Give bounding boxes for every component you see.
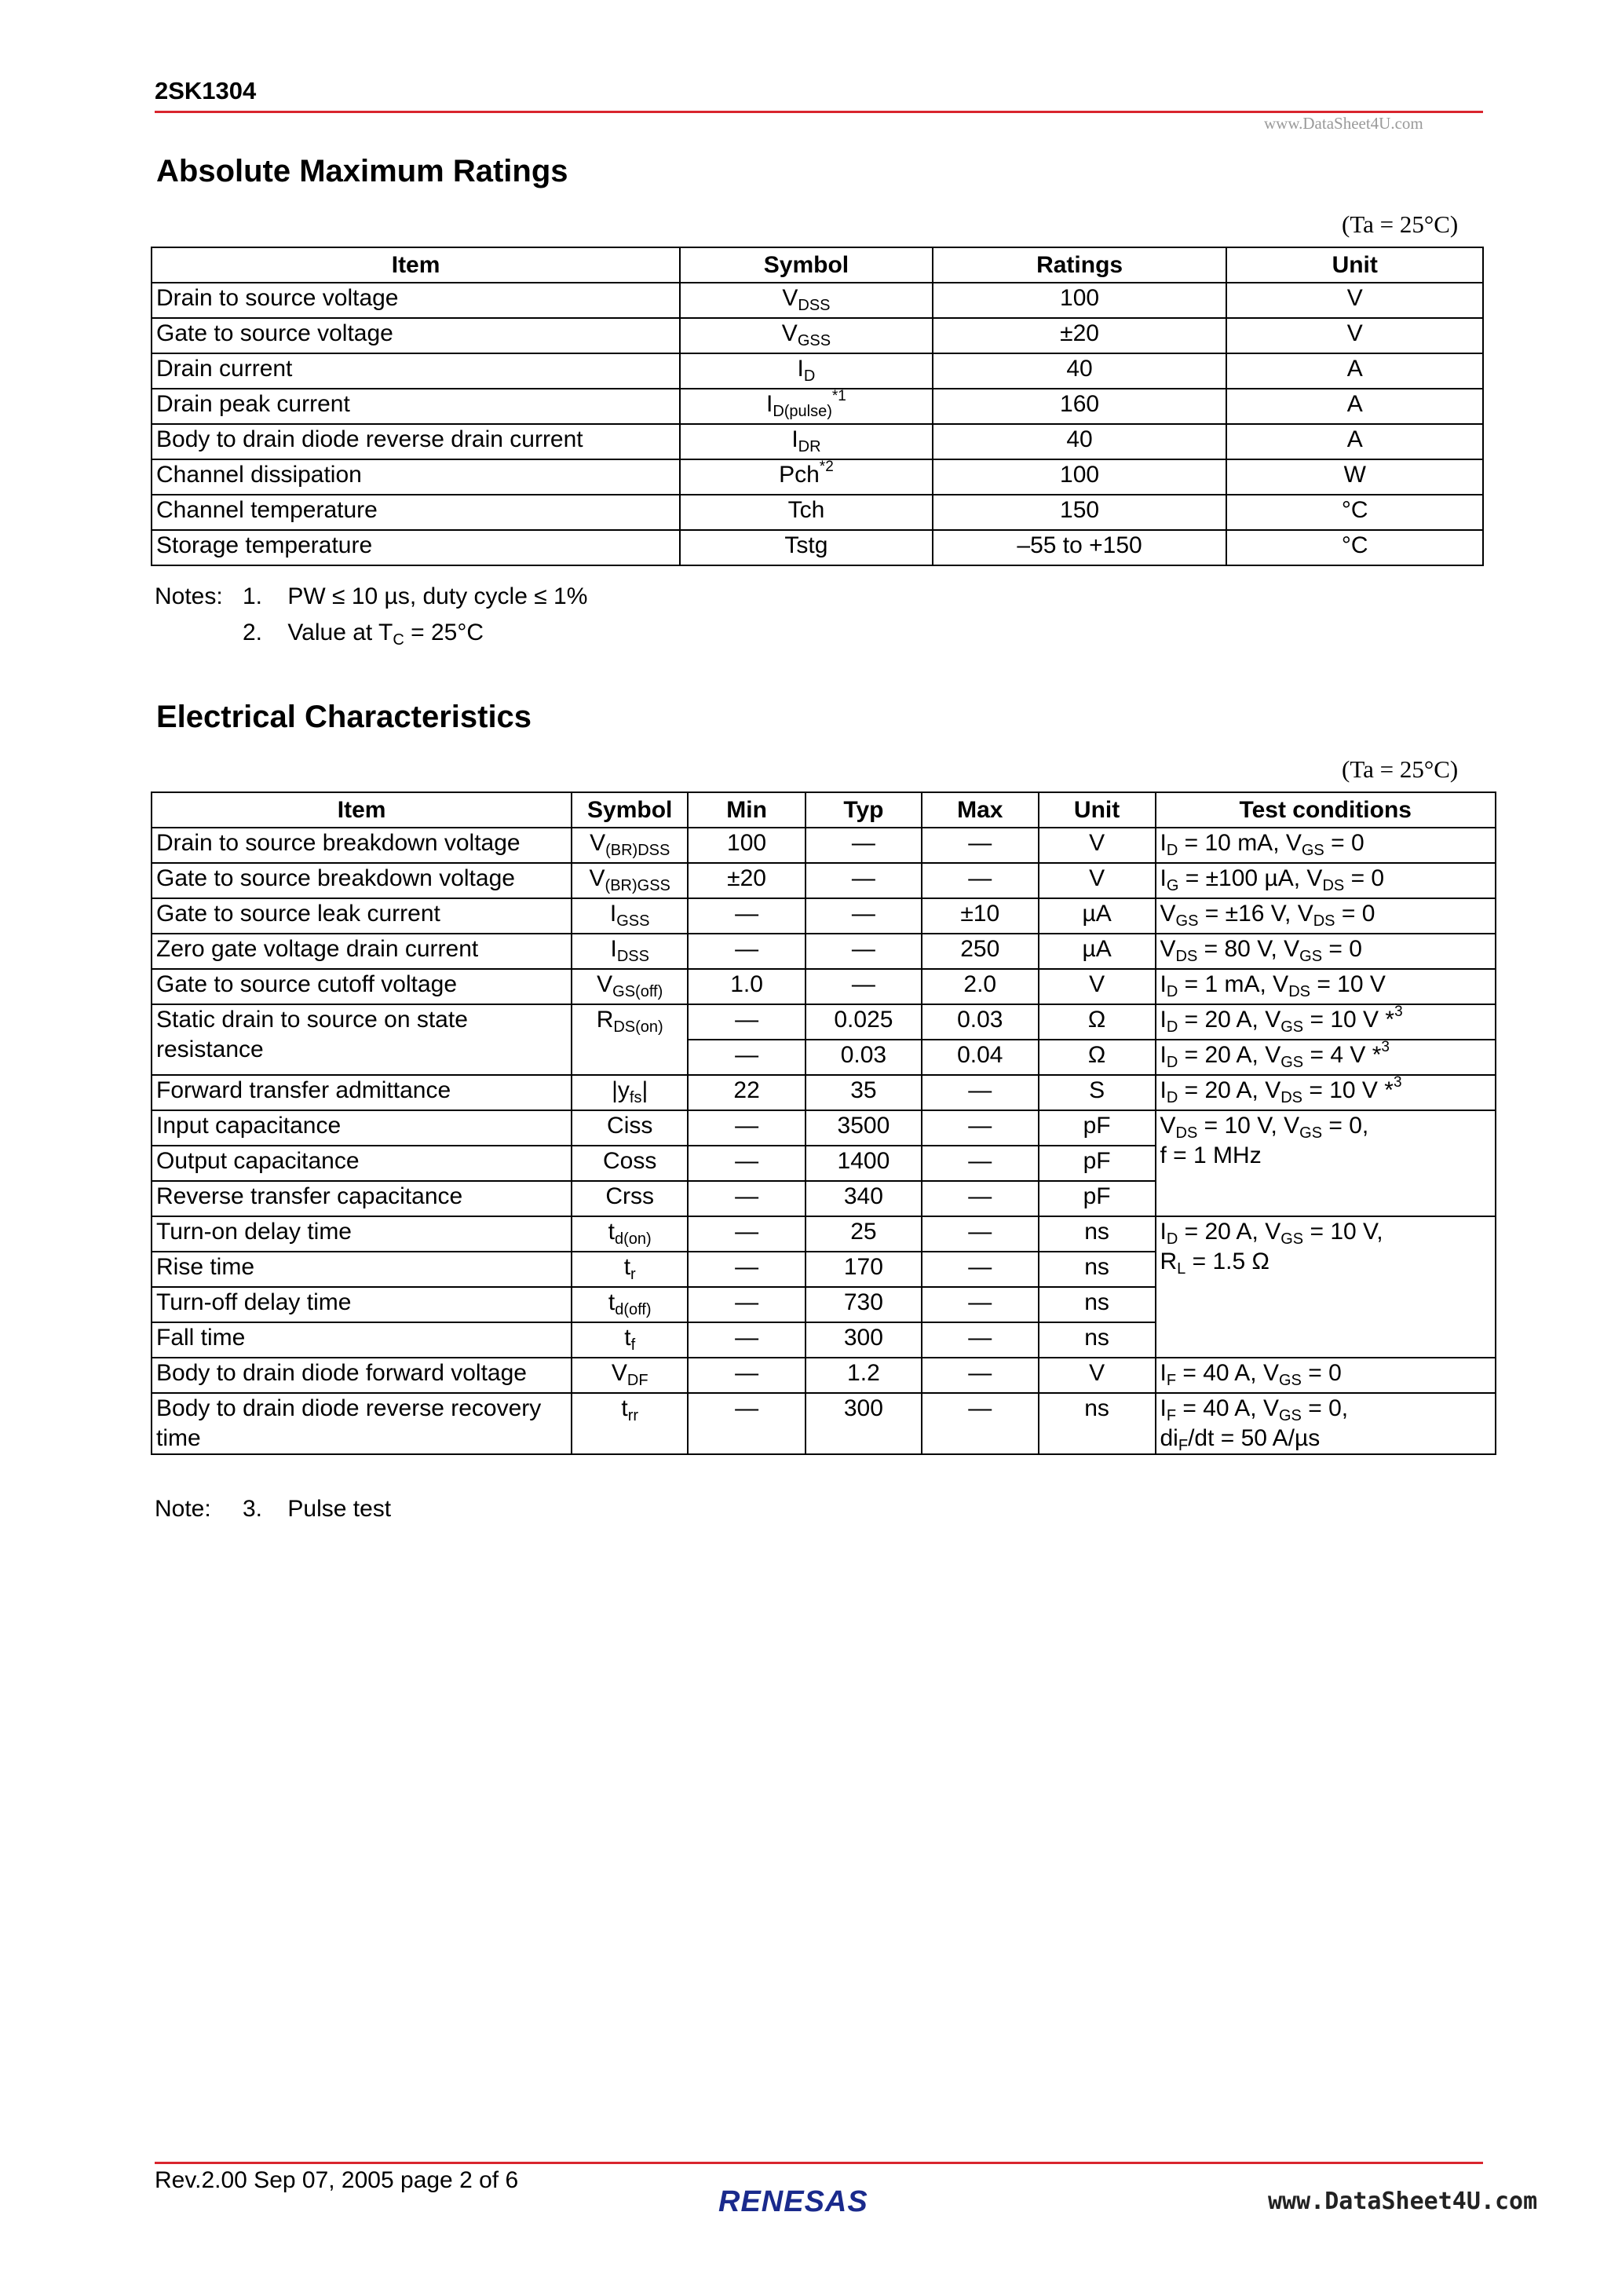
amr-item: Channel dissipation [152,459,680,495]
table-row [152,459,1483,495]
ec-condition-cell: $I_F = 40$ A, $V_{GS} = 0$, $di_F/dt = 50$ A/µs [1156,1393,1496,1454]
amr-col-unit: Unit [1226,247,1483,283]
ec-unit: ns [1039,1216,1156,1252]
ec-min: — [688,1358,806,1393]
ec-condition-cell: $I_D = 20$ A, $V_{GS} = 10$ V *$^3$ [1156,1004,1496,1040]
ec-item: Fall time [152,1322,572,1358]
ec-item: Gate to source leak current [152,898,572,934]
note-1-number: 1. [243,583,263,609]
amr-symbol: $V_{DSS}$ [680,283,933,318]
ec-typ: — [806,863,922,898]
ec-typ: 0.025 [806,1004,922,1040]
ec-unit: Ω [1039,1040,1156,1075]
ec-max: — [922,1287,1039,1322]
table-row [152,353,1483,389]
ec-typ: 3500 [806,1110,922,1146]
ec-symbol: $t_{rr}$ [572,1393,688,1454]
amr-col-symbol: Symbol [680,247,933,283]
ec-max: 250 [922,934,1039,969]
table-row [152,495,1483,530]
ec-max: — [922,1110,1039,1146]
ec-min: 22 [688,1075,806,1110]
ec-max: — [922,1146,1039,1181]
table-row [152,898,1496,934]
ec-condition: (Ta = 25°C) [1342,755,1459,783]
amr-rating: ±20 [933,318,1227,353]
ec-symbol: $t_f$ [572,1322,688,1358]
table-row [152,1004,1496,1040]
amr-rating: 100 [933,459,1227,495]
amr-item: Channel temperature [152,495,680,530]
ec-min: 1.0 [688,969,806,1004]
table-row [152,863,1496,898]
ec-unit: V [1039,1358,1156,1393]
amr-col-ratings: Ratings [933,247,1227,283]
amr-item: Storage temperature [152,530,680,565]
ec-unit: S [1039,1075,1156,1110]
amr-item: Drain peak current [152,389,680,424]
ec-condition-cell: $V_{GS} = \pm 16$ V, $V_{DS} = 0$ [1156,898,1496,934]
ec-min: — [688,934,806,969]
ec-max: 0.03 [922,1004,1039,1040]
ec-item: Body to drain diode forward voltage [152,1358,572,1393]
ec-min: — [688,1110,806,1146]
ec-symbol: $t_{d(off)}$ [572,1287,688,1322]
ec-unit: V [1039,969,1156,1004]
footer-revision: Rev.2.00 Sep 07, 2005 page 2 of 6 [155,2167,519,2193]
table-row [152,1358,1496,1393]
ec-min: — [688,1181,806,1216]
ec-condition-cell: $I_G = \pm 100$ µA, $V_{DS} = 0$ [1156,863,1496,898]
ec-min: — [688,1252,806,1287]
ec-symbol: Crss [572,1181,688,1216]
ec-max: — [922,863,1039,898]
ec-col-item: Item [152,792,572,828]
ec-unit: pF [1039,1181,1156,1216]
ec-min: — [688,1216,806,1252]
amr-item: Body to drain diode reverse drain current [152,424,680,459]
ec-min: 100 [688,828,806,863]
amr-rating: –55 to +150 [933,530,1227,565]
note-label: Note: [155,1496,211,1522]
ec-item: Static drain to source on state resistance [152,1004,572,1075]
ec-max: — [922,1252,1039,1287]
ec-item: Turn-on delay time [152,1216,572,1252]
ec-min: ±20 [688,863,806,898]
ec-typ: — [806,828,922,863]
ec-symbol: Ciss [572,1110,688,1146]
table-row [152,934,1496,969]
ec-condition-cell: $I_D = 20$ A, $V_{GS} = 4$ V *$^3$ [1156,1040,1496,1075]
ec-item: Zero gate voltage drain current [152,934,572,969]
amr-unit: A [1226,353,1483,389]
ec-max: — [922,828,1039,863]
ec-max: — [922,1358,1039,1393]
footer-rule [155,2162,1483,2164]
ec-col-max: Max [922,792,1039,828]
ec-symbol: Coss [572,1146,688,1181]
ec-min: — [688,898,806,934]
ec-item: Gate to source cutoff voltage [152,969,572,1004]
note-3-number: 3. [243,1496,263,1522]
amr-symbol: $V_{GSS}$ [680,318,933,353]
amr-symbol: $I_{D(pulse)}^{*1}$ [680,389,933,424]
ec-typ: 300 [806,1393,922,1454]
ec-symbol: $t_{d(on)}$ [572,1216,688,1252]
ec-condition-cell: $I_D = 1$ mA, $V_{DS} = 10$ V [1156,969,1496,1004]
amr-unit: V [1226,283,1483,318]
ec-item: Input capacitance [152,1110,572,1146]
ec-max: — [922,1393,1039,1454]
amr-rating: 40 [933,353,1227,389]
amr-col-item: Item [152,247,680,283]
table-row [152,283,1483,318]
table-row [152,1393,1496,1454]
ec-item: Turn-off delay time [152,1287,572,1322]
table-row [152,1075,1496,1110]
amr-unit: °C [1226,495,1483,530]
ec-header-row [152,792,1496,828]
ec-min: — [688,1146,806,1181]
ec-condition-cell: $V_{DS} = 10$ V, $V_{GS} = 0$, f = 1 MHz [1156,1110,1496,1216]
ec-unit: pF [1039,1110,1156,1146]
ec-typ: 300 [806,1322,922,1358]
table-row [152,424,1483,459]
notes-label: Notes: [155,583,223,609]
amr-unit: A [1226,424,1483,459]
ec-item: Body to drain diode reverse recovery time [152,1393,572,1454]
amr-symbol: Pch$^{*2}$ [680,459,933,495]
ec-col-symbol: Symbol [572,792,688,828]
note-2 [243,620,484,649]
ec-note [155,1496,211,1523]
ec-symbol: $I_{DSS}$ [572,934,688,969]
ec-min: — [688,1040,806,1075]
ec-unit: µA [1039,934,1156,969]
note-3-text: Pulse test [287,1496,392,1522]
ec-col-min: Min [688,792,806,828]
note-3 [243,1496,391,1523]
ec-col-unit: Unit [1039,792,1156,828]
ec-typ: 340 [806,1181,922,1216]
ec-max: ±10 [922,898,1039,934]
ec-symbol: $R_{DS(on)}$ [572,1004,688,1075]
table-row [152,318,1483,353]
table-row [152,828,1496,863]
amr-symbol: Tstg [680,530,933,565]
ec-typ: — [806,898,922,934]
amr-unit: °C [1226,530,1483,565]
ec-typ: 0.03 [806,1040,922,1075]
ec-col-test-conditions: Test conditions [1156,792,1496,828]
ec-max: — [922,1216,1039,1252]
ec-unit: ns [1039,1252,1156,1287]
ec-typ: 35 [806,1075,922,1110]
amr-rating: 160 [933,389,1227,424]
ec-min: — [688,1393,806,1454]
ec-condition-cell: $I_F = 40$ A, $V_{GS} = 0$ [1156,1358,1496,1393]
amr-rating: 150 [933,495,1227,530]
amr-item: Drain to source voltage [152,283,680,318]
ec-max: 2.0 [922,969,1039,1004]
ec-typ: — [806,969,922,1004]
amr-symbol: $I_{DR}$ [680,424,933,459]
ec-condition-cell: $V_{DS} = 80$ V, $V_{GS} = 0$ [1156,934,1496,969]
amr-unit: W [1226,459,1483,495]
ec-typ: 1.2 [806,1358,922,1393]
note-2-text: Value at $T_C = 25^\circ C$ [287,620,484,649]
amr-notes [155,583,223,610]
amr-item: Drain current [152,353,680,389]
ec-typ: 25 [806,1216,922,1252]
amr-unit: A [1226,389,1483,424]
ec-max: — [922,1075,1039,1110]
ec-typ: — [806,934,922,969]
amr-condition: (Ta = 25°C) [1342,210,1459,238]
ec-table [151,792,1496,1455]
ec-min: — [688,1322,806,1358]
ec-col-typ: Typ [806,792,922,828]
ec-symbol: $|y_{fs}|$ [572,1075,688,1110]
ec-symbol: $V_{GS(off)}$ [572,969,688,1004]
ec-unit: V [1039,828,1156,863]
ec-symbol: $V_{(BR)GSS}$ [572,863,688,898]
note-1-text: PW ≤ 10 µs, duty cycle ≤ 1% [287,583,588,609]
amr-rating: 100 [933,283,1227,318]
ec-typ: 730 [806,1287,922,1322]
table-row [152,1216,1496,1252]
ec-unit: V [1039,863,1156,898]
ec-unit: ns [1039,1287,1156,1322]
amr-symbol: $I_D$ [680,353,933,389]
ec-max: — [922,1322,1039,1358]
ec-condition-cell: $I_D = 20$ A, $V_{GS} = 10$ V, $R_L = 1.5$ Ω [1156,1216,1496,1358]
table-row [152,969,1496,1004]
header-watermark: www.DataSheet4U.com [1264,114,1423,133]
ec-item: Rise time [152,1252,572,1287]
renesas-logo: RENESAS [718,2185,868,2218]
ec-unit: ns [1039,1322,1156,1358]
ec-unit: ns [1039,1393,1156,1454]
ec-item: Drain to source breakdown voltage [152,828,572,863]
ec-item: Forward transfer admittance [152,1075,572,1110]
amr-rating: 40 [933,424,1227,459]
table-row [152,1110,1496,1146]
ec-condition-cell: $I_D = 10$ mA, $V_{GS} = 0$ [1156,828,1496,863]
ec-symbol: $V_{(BR)DSS}$ [572,828,688,863]
table-row [152,389,1483,424]
amr-table [151,247,1484,566]
part-number: 2SK1304 [155,77,257,104]
footer-watermark: www.DataSheet4U.com [1268,2188,1538,2215]
table-row [152,530,1483,565]
ec-typ: 1400 [806,1146,922,1181]
ec-symbol: $V_{DF}$ [572,1358,688,1393]
ec-unit: µA [1039,898,1156,934]
note-1 [243,583,587,610]
amr-title: Absolute Maximum Ratings [156,154,568,188]
ec-condition-cell: $I_D = 20$ A, $V_{DS} = 10$ V *$^3$ [1156,1075,1496,1110]
ec-symbol: $t_r$ [572,1252,688,1287]
amr-header-row [152,247,1483,283]
ec-item: Output capacitance [152,1146,572,1181]
amr-unit: V [1226,318,1483,353]
ec-unit: Ω [1039,1004,1156,1040]
note-2-number: 2. [243,620,263,645]
ec-max: — [922,1181,1039,1216]
amr-symbol: Tch [680,495,933,530]
ec-min: — [688,1004,806,1040]
amr-item: Gate to source voltage [152,318,680,353]
ec-symbol: $I_{GSS}$ [572,898,688,934]
ec-item: Gate to source breakdown voltage [152,863,572,898]
ec-min: — [688,1287,806,1322]
ec-typ: 170 [806,1252,922,1287]
ec-title: Electrical Characteristics [156,700,532,734]
ec-max: 0.04 [922,1040,1039,1075]
ec-item: Reverse transfer capacitance [152,1181,572,1216]
header-rule [155,111,1483,113]
ec-unit: pF [1039,1146,1156,1181]
